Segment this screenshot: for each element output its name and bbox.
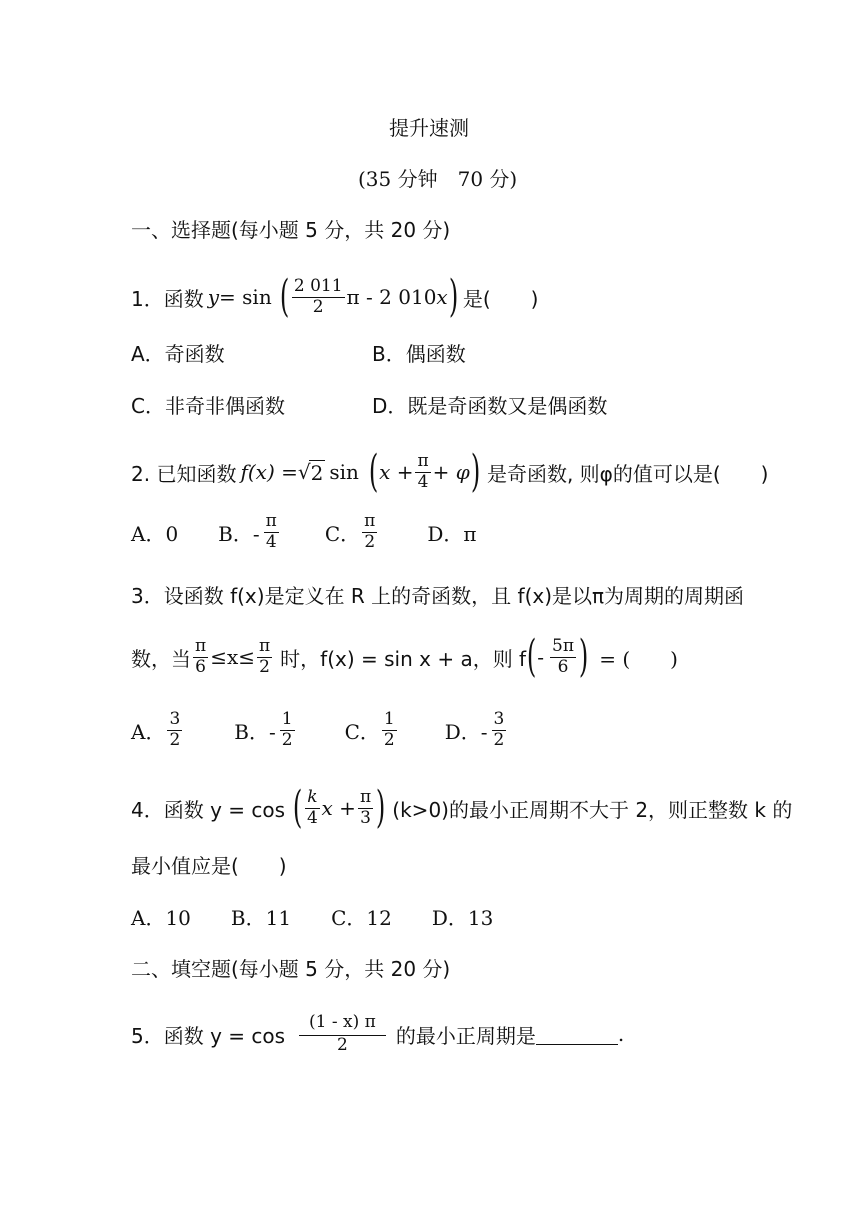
right-paren: ) [375,782,386,833]
q3-frac-5pi6 [550,635,576,677]
q3-line-2 [131,624,678,690]
q3-line2-b: 时，f(x) = sin x + a，则 f [280,646,527,671]
q2-frac-den: 4 [417,471,429,492]
q4-k4-den: 4 [306,807,318,828]
q2-sin: sin [329,460,359,484]
q2-frac-num: π [417,450,429,471]
q3-leq: ≤x≤ [210,645,255,669]
q2-option-d: D．π [427,521,477,546]
q3-frac-pi6 [193,635,208,677]
q4-options [131,902,493,931]
left-paren: ( [368,446,379,497]
q3-option-d-label: D．- [444,719,488,744]
q3-5pi6-num: 5π [552,635,575,656]
time-score: (35 分钟 70 分) [358,167,518,191]
q2-x-plus: x + [379,460,414,484]
q1-sin: = sin [219,285,272,309]
q3-pi2-num: π [258,635,271,656]
q3-pi6-num: π [195,635,207,656]
q3-option-d-den: 2 [493,729,505,750]
q1-prefix: 1．函数 [131,286,204,311]
q2-option-c-den: 2 [364,531,376,552]
q1-option-d: D．既是奇函数又是偶函数 [372,394,608,418]
q2-suffix: 是奇函数, 则φ的值可以是( ) [486,461,769,486]
q5-frac-den: 2 [337,1034,348,1055]
q1-fraction [292,275,345,317]
q2-option-b-num: π [265,510,277,531]
q5-prefix: 5．函数 y = cos [131,1023,286,1048]
q1-x: x [436,285,448,309]
q5-end: . [617,1022,625,1046]
q2-option-c-label: C． [324,521,361,546]
q2-prefix: 2. 已知函数 [131,461,237,486]
question-4 [131,772,792,844]
q1-frac-num: 2 011 [293,275,343,296]
left-paren: ( [292,782,303,833]
answer-blank[interactable] [536,1024,618,1045]
q3-5pi6-den: 6 [557,656,569,677]
q4-frac-k4 [305,786,319,828]
q3-option-c-label: C． [344,719,380,744]
q2-option-b-frac [264,510,279,552]
q2-option-c-num: π [364,510,376,531]
q3-option-d-num: 3 [493,708,505,729]
left-paren: ( [279,271,290,322]
q3-option-a-den: 2 [169,729,181,750]
q4-suffix: (k>0)的最小正周期不大于 2，则正整数 k 的 [392,797,793,822]
q3-option-a-label: A． [131,719,166,744]
q2-option-c-frac [362,510,377,552]
q4-option-b: B．11 [230,906,292,930]
q1-suffix: 是( ) [462,286,539,311]
q4-pi3-num: π [359,786,372,807]
q3-frac-pi2 [257,635,272,677]
q3-option-d-frac [492,708,507,750]
q4-line-2: 最小值应是( ) [131,854,287,878]
question-1 [131,262,538,332]
q2-sqrt-radicand: 2 [310,460,324,485]
q2-sqrt-sign: √ [297,460,311,484]
q5-fraction [299,1011,386,1055]
q2-option-b-den: 4 [265,531,277,552]
q3-neg: - [537,645,545,669]
section-heading-choice: 一、选择题(每小题 5 分，共 20 分) [131,218,451,242]
q1-option-b: B．偶函数 [372,342,466,366]
q2-fx: f(x) = [240,460,298,484]
q1-y: y [207,285,220,309]
q4-k4-num: k [307,786,318,807]
q1-frac-den: 2 [312,296,324,317]
q2-option-b-label: B．- [218,521,260,546]
q3-option-b-num: 1 [281,708,293,729]
q3-pi6-den: 6 [195,656,206,677]
q4-option-c: C．12 [331,906,392,930]
q2-option-a: A．0 [131,521,179,546]
q4-option-d: D．13 [431,906,494,930]
q2-plus-phi: + φ [432,460,470,484]
q3-line-1: 3．设函数 f(x)是定义在 R 上的奇函数，且 f(x)是以π为周期的周期函 [131,584,745,608]
q1-rest: π - 2 010 [346,285,437,309]
q2-options [131,508,477,556]
q3-option-c-num: 1 [383,708,395,729]
q3-option-c-den: 2 [383,729,395,750]
q1-option-c: C．非奇非偶函数 [131,394,285,418]
right-paren: ) [578,631,589,682]
q1-option-a: A．奇函数 [131,342,225,366]
q3-option-a-num: 3 [169,708,181,729]
page-title: 提升速测 [389,116,469,140]
q3-option-b-label: B．- [234,719,276,744]
q2-fraction [415,450,430,492]
q4-prefix: 4．函数 y = cos [131,797,286,822]
q4-pi3-den: 3 [360,807,371,828]
q3-option-b-frac [280,708,295,750]
left-paren: ( [526,631,537,682]
q3-option-c-frac [382,708,397,750]
q3-line2-c: = ( ) [599,646,678,671]
q4-frac-pi3 [358,786,373,828]
q4-option-a: A．10 [131,906,191,930]
q3-options [131,704,508,756]
question-5 [131,1004,624,1064]
q3-pi2-den: 2 [259,656,270,677]
right-paren: ) [448,271,459,322]
right-paren: ) [470,446,481,497]
q3-option-b-den: 2 [281,729,293,750]
q5-frac-num: (1 - x) π [299,1014,386,1036]
q3-line2-a: 数，当 [131,646,191,671]
q4-x-plus: x + [321,796,356,820]
question-2 [131,434,768,510]
section-heading-fill: 二、填空题(每小题 5 分，共 20 分) [131,957,451,981]
q5-suffix: 的最小正周期是 [395,1023,536,1048]
q3-option-a-frac [167,708,182,750]
